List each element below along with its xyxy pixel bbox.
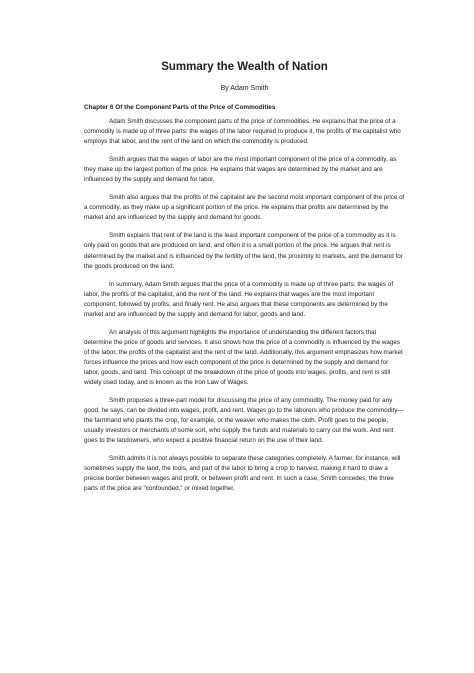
paragraph: Adam Smith discusses the component parts of the price of commodities. He explains that the price of a commodity is made up of three parts: the wages of the labor required to produce it, the profits of the capitalist who employs that labor, and the rent of the land on which the commodity is produced.: [84, 118, 401, 146]
document-page: [0, 60, 474, 673]
paragraph: Smith explains that rent of the land is the least important component of the price of a commodity as it is only paid on goods that are produced on land, and often it is a small portion of the price. He argues that rent is determined by the market and is influenced by the fertility of the land, the proximity to markets, and the demand for the goods produced on the land.: [84, 232, 403, 270]
paragraph: Smith also argues that the profits of the capitalist are the second most important component of the price of a commodity, as they make up a significant portion of the price. He explains that profits are determined by the market and are influenced by the supply and demand for goods.: [84, 194, 405, 222]
paragraph: Smith admits it is not always possible to separate these categories completely. A farmer, for instance, will sometimes supply the land, the tools, and part of the labor to bring a crop to harvest, making it hard to draw a precise border between wages and profit, or between profit and rent. In such a case, Smith concedes, the three parts of the price are "confounded," or mixed together.: [84, 455, 401, 493]
paragraph: Smith argues that the wages of labor are the most important component of the price of a commodity, as they make up the largest portion of the price. He explains that wages are determined by the market and are influenced by the supply and demand for labor.: [84, 156, 397, 184]
paragraph: Smith proposes a three-part model for discussing the price of any commodity. The money paid for any good, he says, can be divided into wages, profit, and rent. Wages go to the laborers who produce the commodity—the farmhand who plants the crop, for example, or the weaver who makes the cloth. Profit goes to the people, usually investors or merchants of some sort, who supply the funds and materials to carry out the work. And rent goes to the landowners, who expect a positive financial return on the use of their land.: [84, 397, 404, 445]
author-byline: By Adam Smith: [220, 85, 269, 92]
document-title: Summary the Wealth of Nation: [161, 61, 328, 73]
chapter-heading: Chapter 6 Of the Component Parts of the Price of Commodities: [84, 104, 276, 111]
paragraph: An analysis of this argument highlights the importance of understanding the different factors that determine the price of goods and services. It also shows how the price of a commodity is influenced by the wages of the labor, the profits of the capitalist and the rent of the land. Additionally, this argument emphasizes how market forces influence the prices and how each component of the price is determined by the supply and demand for labor, goods, and land. This concept of the breakdown of the price of goods into wages, profits, and rent is still widely used today, and is known as the Iron Law of Wages.: [84, 328, 403, 387]
paragraph: In summary, Adam Smith argues that the price of a commodity is made up of three parts: the wages of labor, the profits of the capitalist, and the rent of the land. He explains that wages are the most important component, followed by profits, and finally rent. He also argues that these components are determined by the market and are influenced by the supply and demand for labor, goods and land.: [84, 280, 394, 318]
